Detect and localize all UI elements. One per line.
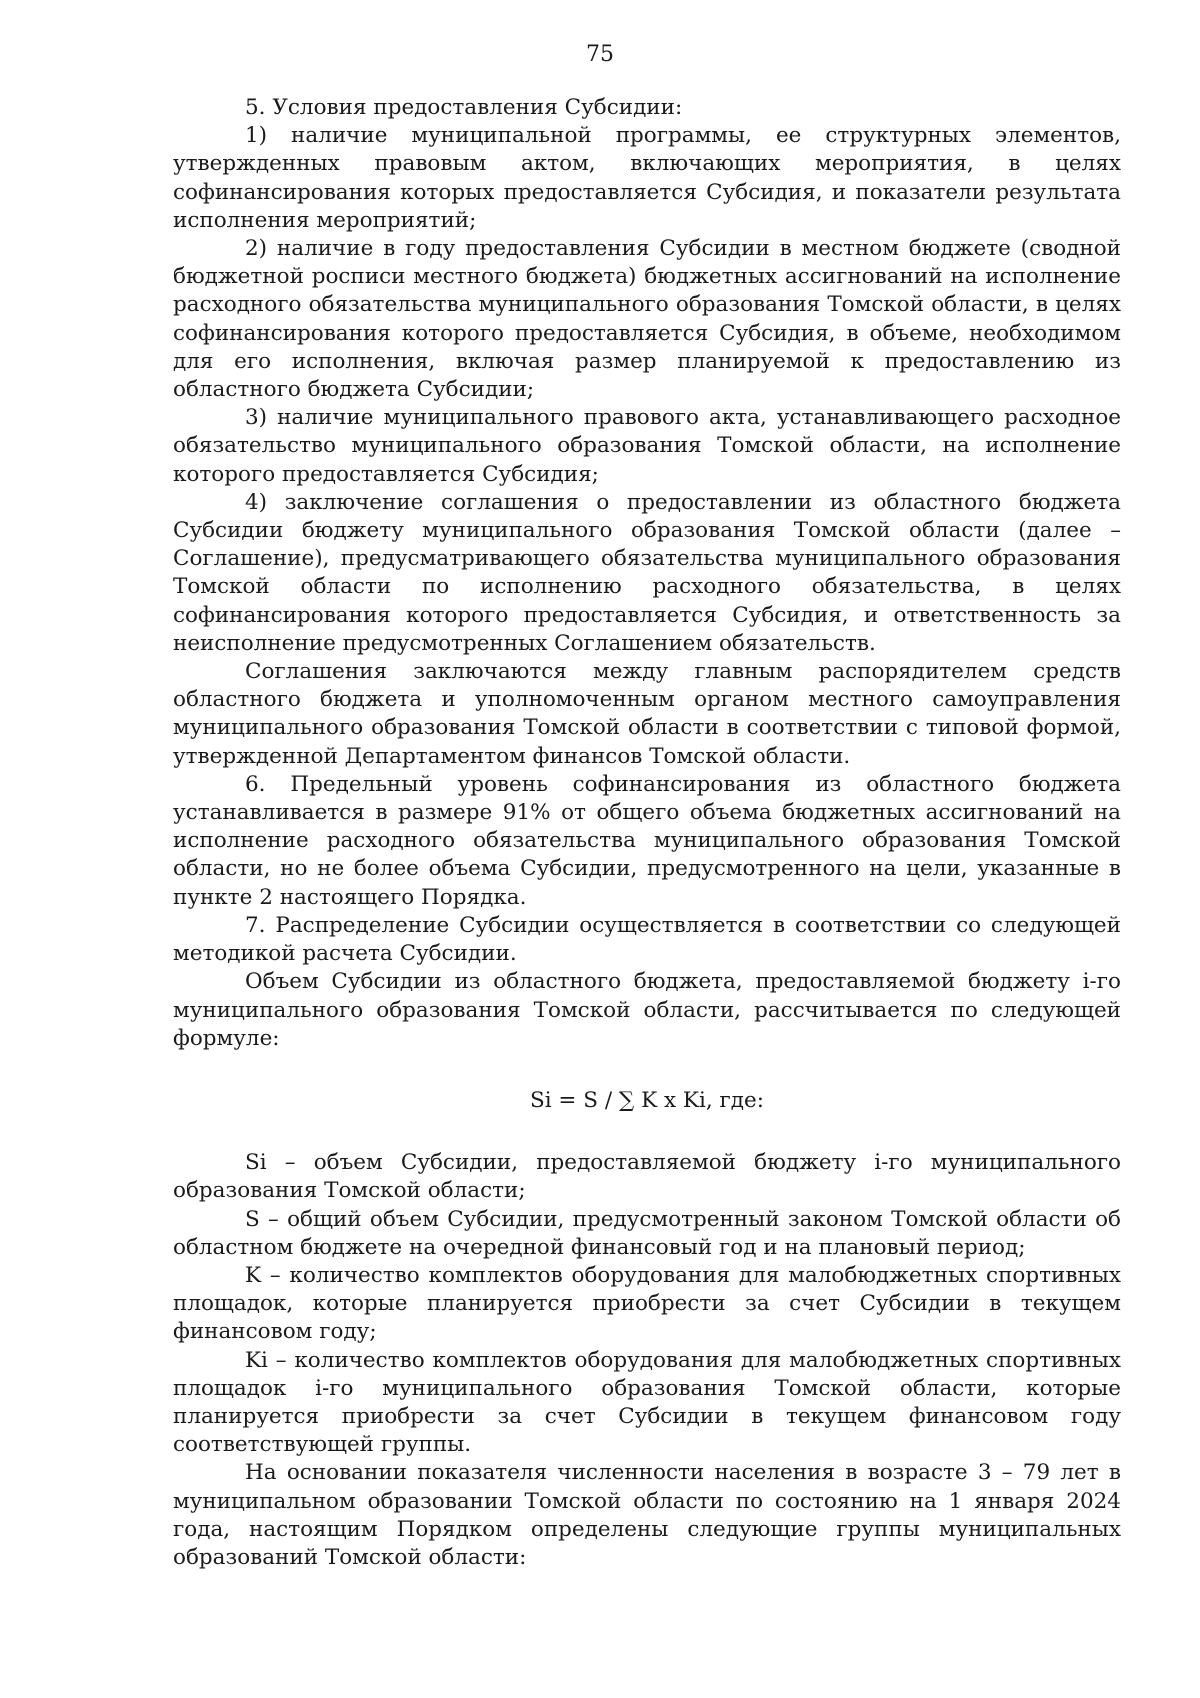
document-body: [173, 94, 1121, 1572]
paragraph: 6. Предельный уровень софинансирования из областного бюджета устанавливается в размере 91% от общего объема бюджетных ассигнований на исполнение расходного обязательства муниципального образования Томской области, но не более объема Субсидии, предусмотренного на цели, указанные в пункте 2 настоящего Порядка.: [173, 771, 1121, 910]
definition: S – общий объем Субсидии, предусмотренный законом Томской области об областном бюджете на очередной финансовый год и на плановый период;: [173, 1206, 1121, 1260]
paragraph: 2) наличие в году предоставления Субсидии в местном бюджете (сводной бюджетной росписи местного бюджета) бюджетных ассигнований на исполнение расходного обязательства муниципального образования Томской области, в целях софинансирования которого предоставляется Субсидия, в объеме, необходимом для его исполнения, включая размер планируемой к предоставлению из областного бюджета Субсидии;: [173, 236, 1121, 403]
section-heading: 5. Условия предоставления Субсидии:: [245, 95, 683, 120]
definition: Ki – количество комплектов оборудования для малобюджетных спортивных площадок i-го муниципального образования Томской области, которые планируется приобрести за счет Субсидии в текущем финансовом году соответствующей группы.: [173, 1347, 1121, 1458]
definition: K – количество комплектов оборудования для малобюджетных спортивных площадок, которые планируется приобрести за счет Субсидии в текущем финансовом году;: [173, 1262, 1121, 1345]
formula: Si = S / ∑ K x Ki, где:: [529, 1087, 765, 1113]
paragraph: 7. Распределение Субсидии осуществляется в соответствии со следующей методикой расчета Субсидии.: [173, 912, 1121, 967]
paragraph: На основании показателя численности населения в возрасте 3 – 79 лет в муниципальном образовании Томской области по состоянию на 1 января 2024 года, настоящим Порядком определены следующие группы муниципальных образований Томской области:: [173, 1460, 1121, 1570]
page-number: 75: [586, 42, 614, 67]
paragraph: Объем Субсидии из областного бюджета, предоставляемой бюджету i-го муниципального образования Томской области, рассчитывается по следующей формуле:: [173, 969, 1121, 1051]
definition: Si – объем Субсидии, предоставляемой бюджету i-го муниципального образования Томской области;: [173, 1150, 1121, 1204]
paragraph: 1) наличие муниципальной программы, ее структурных элементов, утвержденных правовым актом, включающих мероприятия, в целях софинансирования которых предоставляется Субсидия, и показатели результата исполнения мероприятий;: [173, 123, 1121, 233]
paragraph: Соглашения заключаются между главным распорядителем средств областного бюджета и уполномоченным органом местного самоуправления муниципального образования Томской области в соответствии с типовой формой, утвержденной Департаментом финансов Томской области.: [173, 659, 1121, 769]
paragraph: 3) наличие муниципального правового акта, устанавливающего расходное обязательство муниципального образования Томской области, на исполнение которого предоставляется Субсидия;: [173, 405, 1121, 487]
paragraph: 4) заключение соглашения о предоставлении из областного бюджета Субсидии бюджету муниципального образования Томской области (далее – Соглашение), предусматривающего обязательства муниципального образования Томской области по исполнению расходного обязательства, в целях софинансирования которого предоставляется Субсидия, и ответственность за неисполнение предусмотренных Соглашением обязательств.: [173, 489, 1121, 656]
